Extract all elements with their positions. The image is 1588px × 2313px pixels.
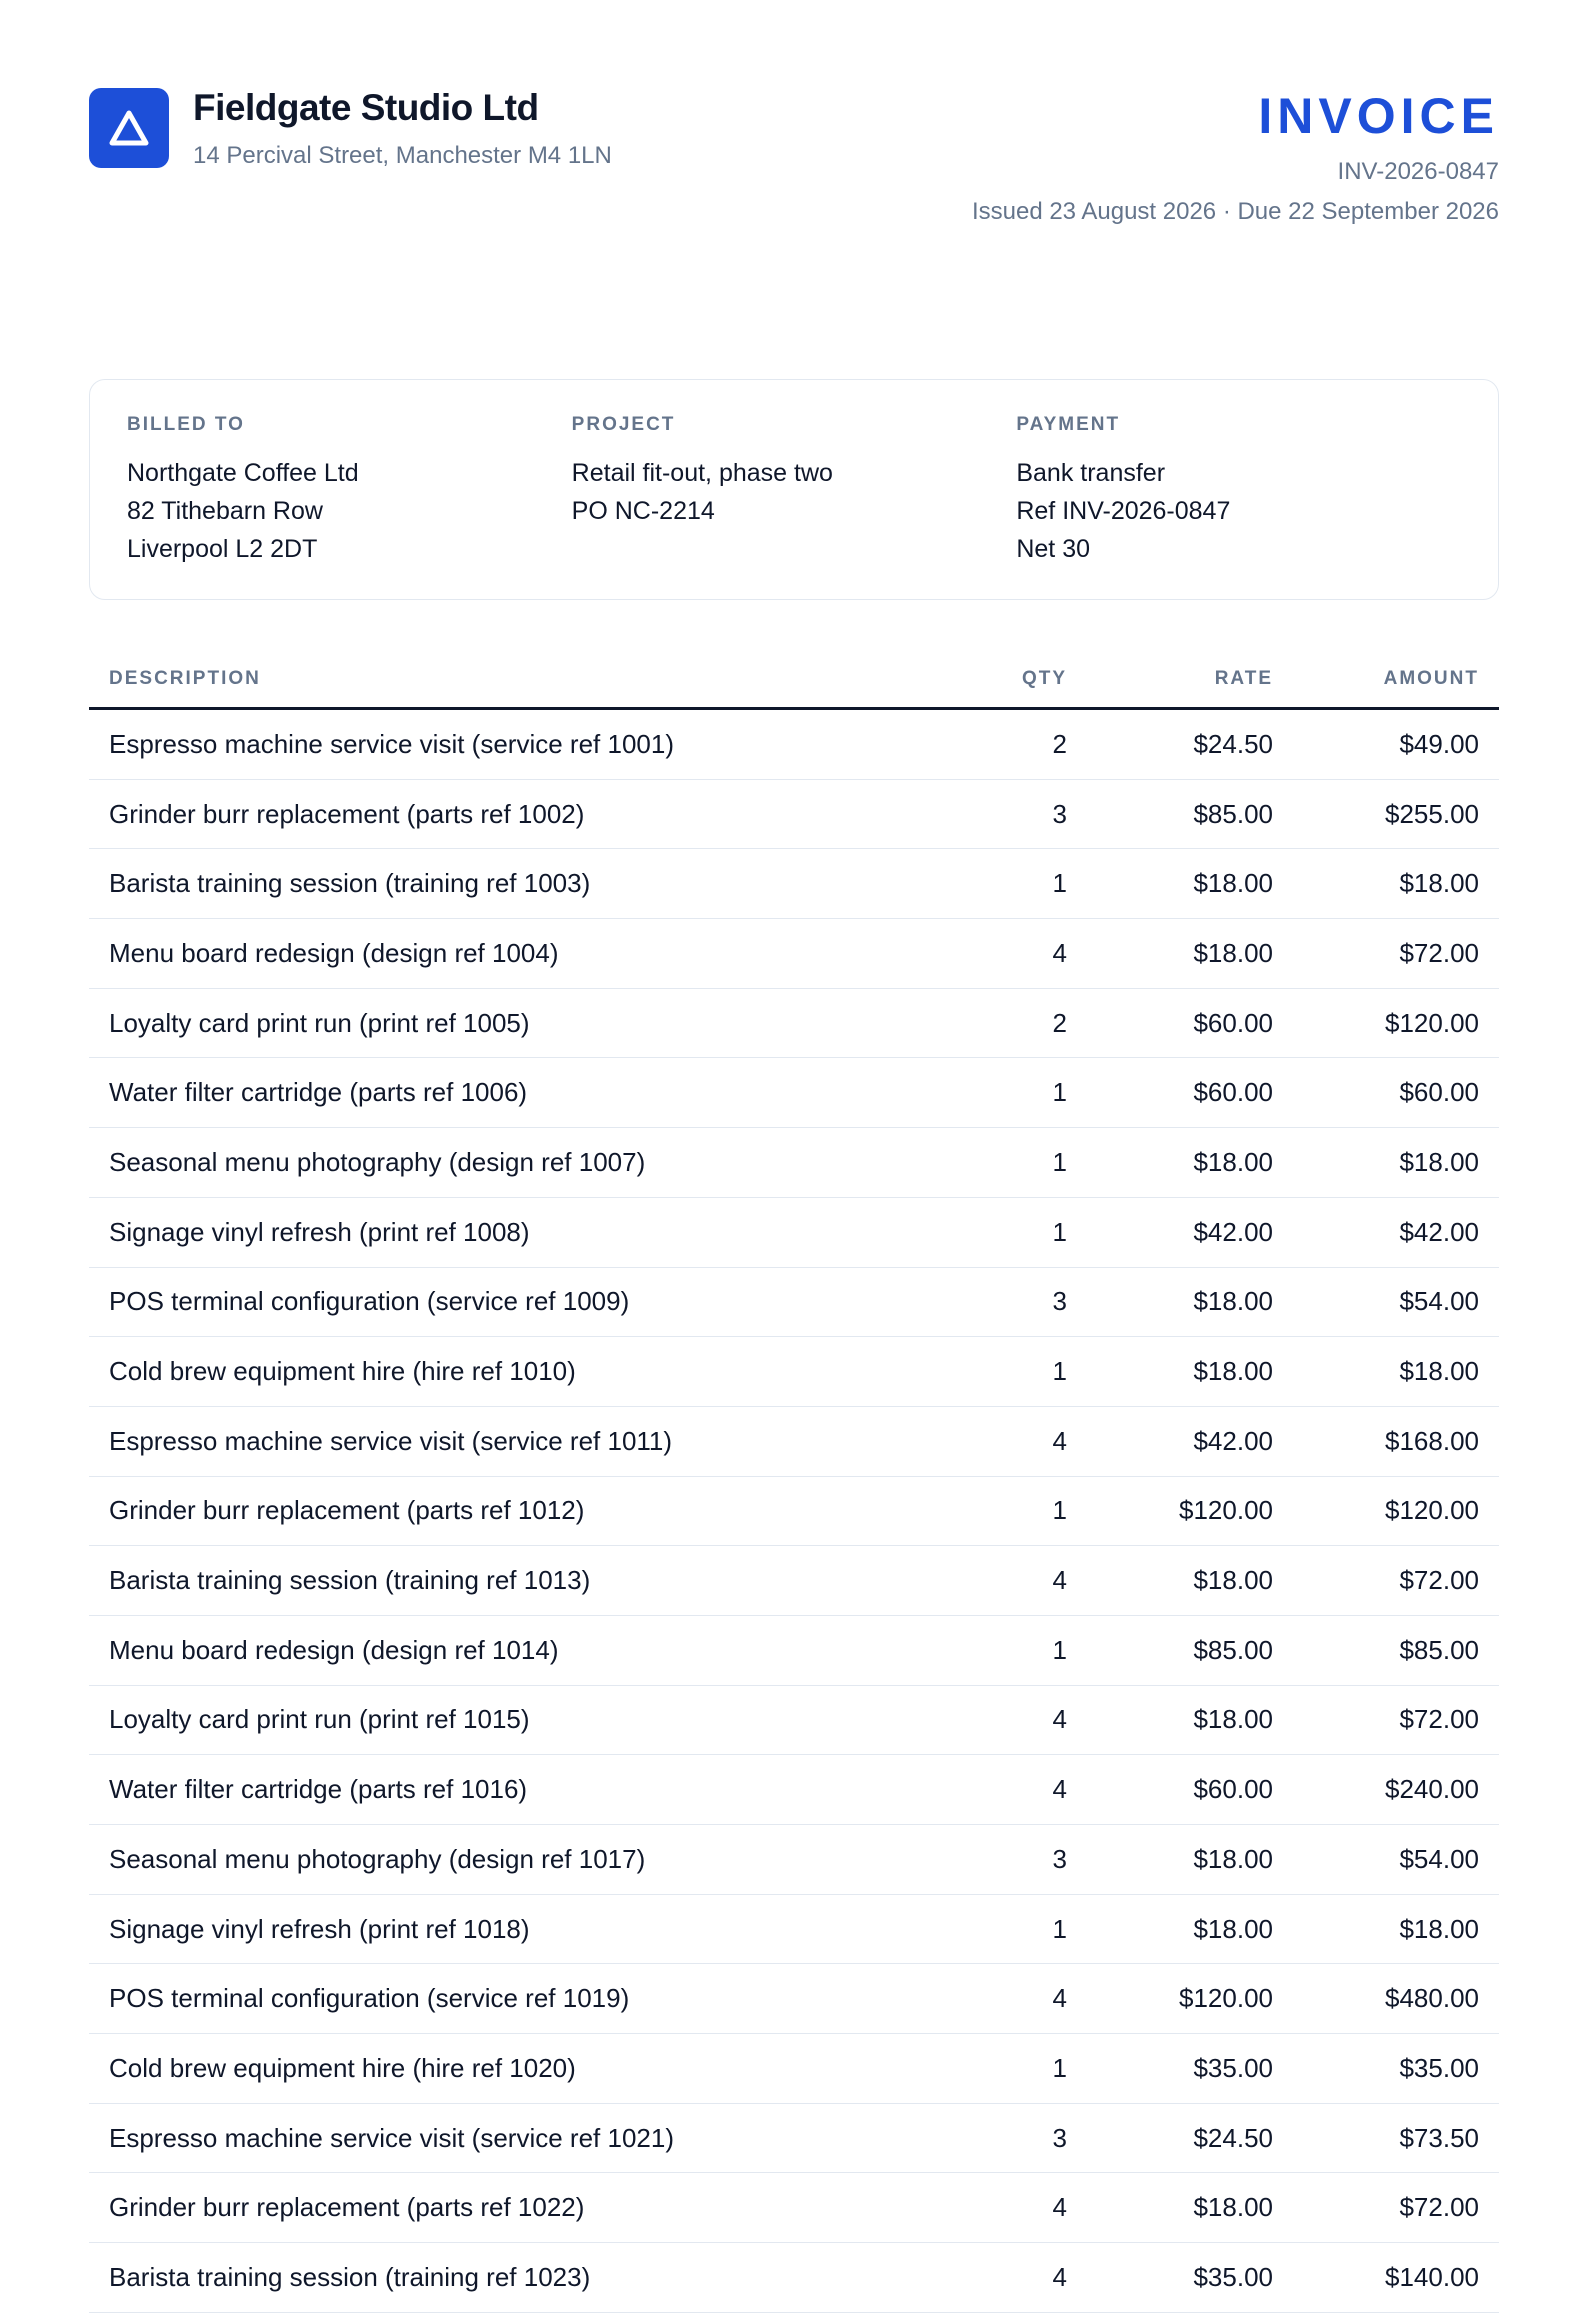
project-line: Retail fit-out, phase two xyxy=(571,459,833,487)
payment-line: Bank transfer xyxy=(1016,459,1166,487)
cell-qty: 1 xyxy=(1052,1077,1067,1108)
info-card xyxy=(89,379,1499,600)
cell-rate: $18.00 xyxy=(1193,1356,1273,1387)
cell-description: Water filter cartridge (parts ref 1006) xyxy=(109,1077,528,1108)
project-section xyxy=(572,414,1017,599)
cell-description: Grinder burr replacement (parts ref 1012) xyxy=(109,1495,585,1526)
cell-amount: $255.00 xyxy=(1385,798,1479,829)
cell-rate: $42.00 xyxy=(1193,1216,1273,1247)
cell-rate: $35.00 xyxy=(1193,2052,1273,2083)
cell-amount: $480.00 xyxy=(1385,1983,1479,2014)
cell-description: POS terminal configuration (service ref 1009) xyxy=(109,1286,630,1317)
cell-amount: $35.00 xyxy=(1399,2052,1479,2083)
cell-rate: $60.00 xyxy=(1193,1774,1273,1805)
billed-to-section xyxy=(127,414,572,599)
cell-amount: $42.00 xyxy=(1399,1216,1479,1247)
cell-rate: $18.00 xyxy=(1193,1843,1273,1874)
billed-to-line: 82 Tithebarn Row xyxy=(127,497,323,525)
header-amount: AMOUNT xyxy=(1383,667,1479,689)
payment-lines xyxy=(1016,454,1461,568)
cell-description: Barista training session (training ref 1003) xyxy=(109,868,591,899)
table-row xyxy=(89,2173,1499,2243)
cell-description: Loyalty card print run (print ref 1015) xyxy=(109,1704,530,1735)
cell-description: POS terminal configuration (service ref 1019) xyxy=(109,1983,630,2014)
cell-qty: 1 xyxy=(1052,1634,1067,1665)
table-row xyxy=(89,1268,1499,1338)
cell-rate: $35.00 xyxy=(1193,2261,1273,2292)
cell-amount: $18.00 xyxy=(1399,1913,1479,1944)
billed-to-line: Northgate Coffee Ltd xyxy=(127,459,359,487)
company-name: Fieldgate Studio Ltd xyxy=(193,87,539,128)
cell-rate: $42.00 xyxy=(1193,1425,1273,1456)
cell-qty: 1 xyxy=(1052,2052,1067,2083)
cell-qty: 1 xyxy=(1052,1216,1067,1247)
cell-qty: 3 xyxy=(1052,798,1067,829)
cell-amount: $72.00 xyxy=(1399,2192,1479,2223)
table-row xyxy=(89,1058,1499,1128)
cell-rate: $18.00 xyxy=(1193,1146,1273,1177)
header-rate: RATE xyxy=(1214,667,1273,689)
invoice-dates: Issued 23 August 2026 · Due 22 September 2026 xyxy=(971,198,1499,225)
table-row xyxy=(89,1616,1499,1686)
table-row xyxy=(89,2243,1499,2313)
cell-qty: 3 xyxy=(1052,2122,1067,2153)
cell-rate: $60.00 xyxy=(1193,1007,1273,1038)
cell-rate: $18.00 xyxy=(1193,1286,1273,1317)
cell-qty: 2 xyxy=(1052,1007,1067,1038)
billed-to-line: Liverpool L2 2DT xyxy=(127,535,318,563)
table-row xyxy=(89,1407,1499,1477)
company-address: 14 Percival Street, Manchester M4 1LN xyxy=(193,142,612,169)
brand xyxy=(89,86,612,170)
cell-amount: $60.00 xyxy=(1399,1077,1479,1108)
table-row xyxy=(89,1755,1499,1825)
cell-description: Seasonal menu photography (design ref 1017) xyxy=(109,1843,646,1874)
invoice-number: INV-2026-0847 xyxy=(1337,158,1499,185)
cell-rate: $120.00 xyxy=(1179,1983,1273,2014)
cell-qty: 3 xyxy=(1052,1843,1067,1874)
table-row xyxy=(89,1964,1499,2034)
brand-text xyxy=(193,86,612,170)
cell-amount: $120.00 xyxy=(1385,1495,1479,1526)
cell-qty: 1 xyxy=(1052,1146,1067,1177)
table-row xyxy=(89,1686,1499,1756)
payment-label: PAYMENT xyxy=(1016,414,1121,435)
table-row xyxy=(89,2104,1499,2174)
cell-amount: $18.00 xyxy=(1399,1356,1479,1387)
cell-amount: $18.00 xyxy=(1399,1146,1479,1177)
cell-rate: $18.00 xyxy=(1193,1704,1273,1735)
cell-description: Cold brew equipment hire (hire ref 1020) xyxy=(109,2052,576,2083)
table-row xyxy=(89,849,1499,919)
cell-description: Loyalty card print run (print ref 1005) xyxy=(109,1007,530,1038)
header-description: DESCRIPTION xyxy=(109,667,261,689)
cell-qty: 1 xyxy=(1052,1356,1067,1387)
cell-description: Menu board redesign (design ref 1004) xyxy=(109,937,559,968)
cell-qty: 4 xyxy=(1052,2192,1067,2223)
cell-qty: 3 xyxy=(1052,1286,1067,1317)
header-qty: QTY xyxy=(1021,667,1067,689)
cell-amount: $72.00 xyxy=(1399,1565,1479,1596)
cell-amount: $49.00 xyxy=(1399,728,1479,759)
cell-rate: $24.50 xyxy=(1193,2122,1273,2153)
cell-rate: $85.00 xyxy=(1193,798,1273,829)
cell-qty: 4 xyxy=(1052,1983,1067,2014)
project-lines xyxy=(572,454,1017,530)
cell-qty: 2 xyxy=(1052,728,1067,759)
table-row xyxy=(89,710,1499,780)
cell-description: Grinder burr replacement (parts ref 1002) xyxy=(109,798,585,829)
cell-amount: $54.00 xyxy=(1399,1286,1479,1317)
cell-description: Grinder burr replacement (parts ref 1022) xyxy=(109,2192,585,2223)
payment-line: Ref INV-2026-0847 xyxy=(1016,497,1231,525)
cell-rate: $18.00 xyxy=(1193,1913,1273,1944)
table-row xyxy=(89,1825,1499,1895)
cell-amount: $168.00 xyxy=(1385,1425,1479,1456)
triangle-icon xyxy=(89,88,169,168)
cell-qty: 4 xyxy=(1052,1704,1067,1735)
cell-rate: $18.00 xyxy=(1193,937,1273,968)
table-row xyxy=(89,1337,1499,1407)
cell-description: Seasonal menu photography (design ref 1007) xyxy=(109,1146,646,1177)
cell-description: Water filter cartridge (parts ref 1016) xyxy=(109,1774,528,1805)
cell-qty: 4 xyxy=(1052,1565,1067,1596)
cell-amount: $18.00 xyxy=(1399,868,1479,899)
cell-amount: $85.00 xyxy=(1399,1634,1479,1665)
cell-rate: $18.00 xyxy=(1193,868,1273,899)
invoice-header xyxy=(89,86,1499,286)
cell-amount: $73.50 xyxy=(1399,2122,1479,2153)
table-row xyxy=(89,780,1499,850)
cell-rate: $85.00 xyxy=(1193,1634,1273,1665)
billed-to-label: BILLED TO xyxy=(127,414,245,435)
cell-qty: 1 xyxy=(1052,1913,1067,1944)
table-body xyxy=(89,710,1499,2313)
table-row xyxy=(89,989,1499,1059)
cell-amount: $140.00 xyxy=(1385,2261,1479,2292)
cell-description: Espresso machine service visit (service ref 1021) xyxy=(109,2122,674,2153)
table-row xyxy=(89,1477,1499,1547)
cell-qty: 4 xyxy=(1052,1425,1067,1456)
cell-amount: $54.00 xyxy=(1399,1843,1479,1874)
table-row xyxy=(89,1198,1499,1268)
cell-description: Espresso machine service visit (service ref 1001) xyxy=(109,728,674,759)
project-line: PO NC-2214 xyxy=(571,497,715,525)
cell-description: Espresso machine service visit (service ref 1011) xyxy=(109,1425,673,1456)
cell-amount: $72.00 xyxy=(1399,937,1479,968)
table-row xyxy=(89,1128,1499,1198)
line-items-table xyxy=(89,650,1499,2313)
table-row xyxy=(89,919,1499,989)
cell-rate: $24.50 xyxy=(1193,728,1273,759)
cell-qty: 4 xyxy=(1052,937,1067,968)
cell-rate: $120.00 xyxy=(1179,1495,1273,1526)
cell-description: Menu board redesign (design ref 1014) xyxy=(109,1634,559,1665)
table-header xyxy=(89,650,1499,710)
invoice-meta xyxy=(972,86,1499,226)
cell-qty: 1 xyxy=(1052,1495,1067,1526)
cell-qty: 1 xyxy=(1052,868,1067,899)
payment-section xyxy=(1016,414,1461,599)
cell-qty: 4 xyxy=(1052,2261,1067,2292)
cell-description: Cold brew equipment hire (hire ref 1010) xyxy=(109,1356,576,1387)
cell-description: Signage vinyl refresh (print ref 1008) xyxy=(109,1216,530,1247)
project-label: PROJECT xyxy=(571,414,676,435)
table-row xyxy=(89,2034,1499,2104)
table-row xyxy=(89,1895,1499,1965)
invoice-title: INVOICE xyxy=(1258,88,1499,144)
cell-rate: $60.00 xyxy=(1193,1077,1273,1108)
cell-amount: $120.00 xyxy=(1385,1007,1479,1038)
cell-description: Barista training session (training ref 1013) xyxy=(109,1565,591,1596)
cell-qty: 4 xyxy=(1052,1774,1067,1805)
payment-line: Net 30 xyxy=(1016,535,1091,563)
cell-description: Barista training session (training ref 1023) xyxy=(109,2261,591,2292)
cell-rate: $18.00 xyxy=(1193,1565,1273,1596)
cell-rate: $18.00 xyxy=(1193,2192,1273,2223)
cell-amount: $240.00 xyxy=(1385,1774,1479,1805)
cell-amount: $72.00 xyxy=(1399,1704,1479,1735)
billed-to-lines xyxy=(127,454,572,568)
cell-description: Signage vinyl refresh (print ref 1018) xyxy=(109,1913,530,1944)
table-row xyxy=(89,1546,1499,1616)
